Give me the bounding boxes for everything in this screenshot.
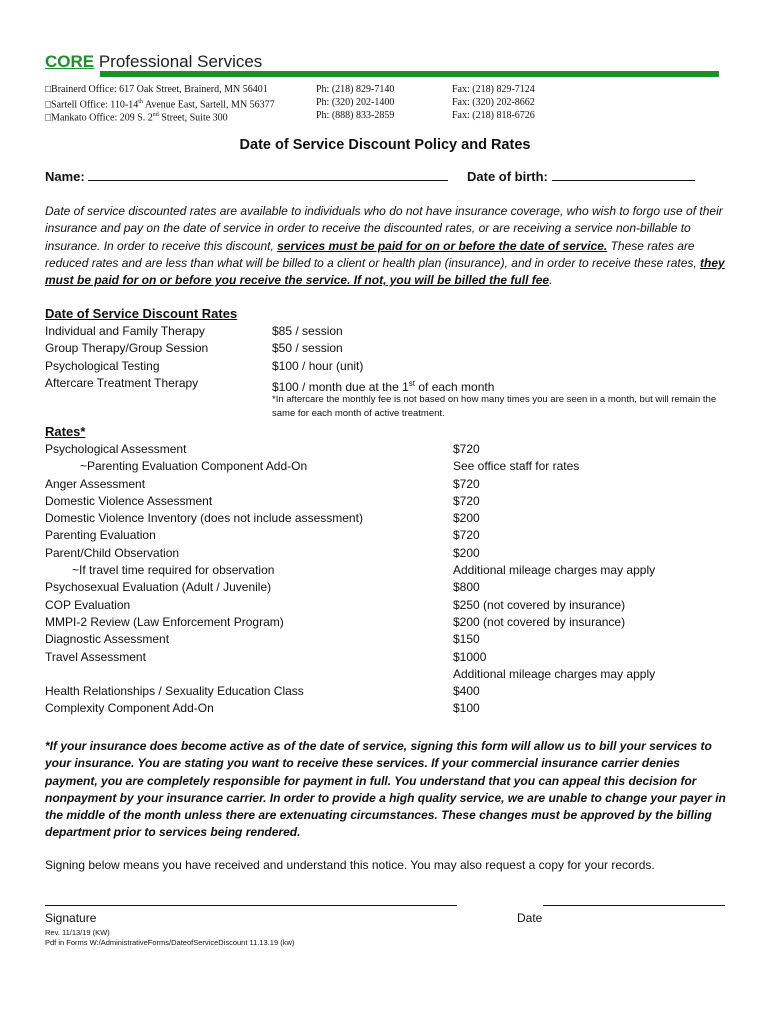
discount-heading: Date of Service Discount Rates: [45, 306, 238, 321]
discount-item-label: Individual and Family Therapy: [45, 324, 205, 338]
discount-item-price: $100 / month due at the 1st of each month: [272, 378, 495, 394]
brand-core: CORE: [45, 52, 95, 71]
date-line[interactable]: [543, 905, 725, 906]
name-field: [45, 169, 448, 184]
date-label: Date: [517, 911, 543, 925]
rate-price: Additional mileage charges may apply: [453, 666, 656, 681]
revision-note: Rev. 11/13/19 (KW): [45, 928, 110, 937]
discount-item-price: $50 / session: [272, 341, 343, 356]
rate-price: See office staff for rates: [453, 459, 580, 474]
rate-price: $200: [453, 511, 480, 526]
aftercare-note: *In aftercare the monthly fee is not based on how many times you are seen in a month, but will remain the same for each month of active treatment.: [272, 394, 717, 419]
checkbox-brainerd[interactable]: □: [45, 84, 52, 95]
office-faxes: [452, 83, 535, 122]
rate-price: $720: [453, 476, 480, 491]
insurance-notice: *If your insurance does become active as of the date of service, signing this form will allow us to bill your services to your insurance. You are stating you want to receive these services. If your commercial insurance carrier denies payment, you are completely responsible for payment in full. You understand that you can appeal this decision for nonpayment by your insurance carrier. In order to provide a high quality service, we are unable to change your payer in the middle of the month unless there are extenuating circumstances. These changes must be approved by the billing department prior to services being rendered.: [45, 739, 726, 840]
office-mankato: □Mankato Office: 209 S. 2nd Street, Suite 300: [45, 112, 228, 124]
name-label: Name:: [45, 169, 85, 184]
office-brainerd: □Brainerd Office: 617 Oak Street, Brainerd, MN 56401: [45, 84, 268, 95]
discount-labels: [45, 323, 208, 392]
fax-brainerd: Fax: (218) 829-7124: [452, 84, 535, 95]
rate-label: Domestic Violence Assessment: [45, 493, 213, 508]
rate-price: $200 (not covered by insurance): [453, 614, 626, 629]
rate-price: $720: [453, 493, 480, 508]
discount-item-label: Psychological Testing: [45, 358, 160, 373]
discount-item-price: $100 / hour (unit): [272, 358, 364, 373]
rate-price: $400: [453, 684, 480, 699]
rate-price: $150: [453, 632, 480, 647]
rate-label: Psychosexual Evaluation (Adult / Juvenile): [45, 580, 272, 595]
rate-label: Psychological Assessment: [45, 442, 187, 456]
rate-price: $720: [453, 528, 480, 543]
rate-label: Parent/Child Observation: [45, 545, 180, 560]
rate-price: $800: [453, 580, 480, 595]
rate-label: Parenting Evaluation: [45, 528, 156, 543]
office-sartell: □Sartell Office: 110-14th Avenue East, Sartell, MN 56377: [45, 99, 275, 111]
page-title: Date of Service Discount Policy and Rates: [239, 137, 531, 153]
rate-price: Additional mileage charges may apply: [453, 563, 656, 578]
dob-label: Date of birth:: [467, 169, 548, 184]
rate-label: ~If travel time required for observation: [72, 563, 275, 578]
dob-field: [467, 169, 695, 184]
rates-heading: Rates*: [45, 424, 86, 439]
rate-price: $1000: [453, 649, 487, 664]
checkbox-sartell[interactable]: □: [45, 99, 52, 111]
office-phones: [316, 83, 394, 122]
rate-label: Anger Assessment: [45, 476, 146, 491]
phone-brainerd: Ph: (218) 829-7140: [316, 84, 395, 95]
rate-price: $250 (not covered by insurance): [453, 597, 626, 612]
file-path-note: Pdf in Forms W:/AdministrativeForms/DateofServiceDiscount 11.13.19 (kw): [45, 938, 295, 947]
dob-input-line[interactable]: [552, 179, 695, 181]
brand-name: Professional Services: [94, 52, 263, 71]
discount-prices: [272, 323, 494, 396]
intro-underline-1: services must be paid for on or before the date of service.: [277, 238, 608, 253]
signing-text: Signing below means you have received and understand this notice. You may also request a copy for your records.: [45, 858, 655, 872]
discount-item-price: $85 / session: [272, 324, 343, 338]
rate-label: Complexity Component Add-On: [45, 701, 214, 716]
office-addresses: [45, 83, 275, 122]
intro-underline-2: they must be paid for on or before you receive the service. If not, you will be billed the full fee: [45, 255, 725, 288]
intro-paragraph: Date of service discounted rates are available to individuals who do not have insurance coverage, who wish to forgo use of their insurance and pay on the date of service in order to receive the discounted rates, or are receiving a service non-billable to insurance. In order to receive this discount, services must be paid for on or before the date of service. These rates are reduced rates and are less than what will be billed to a client or health plan (insurance), and in order to receive these rates, they must be paid for on or before you receive the service. If not, you will be billed the full fee.: [45, 204, 725, 288]
signature-line[interactable]: [45, 905, 457, 906]
rate-price: $720: [453, 442, 480, 456]
discount-item-label: Aftercare Treatment Therapy: [45, 375, 199, 390]
rate-label: [45, 666, 363, 683]
rate-label: COP Evaluation: [45, 597, 131, 612]
name-input-line[interactable]: [88, 179, 448, 181]
rate-price: $200: [453, 545, 480, 560]
phone-mankato: Ph: (888) 833-2859: [316, 110, 395, 121]
header-green-bar: [100, 71, 719, 77]
rate-label: Domestic Violence Inventory (does not include assessment): [45, 511, 363, 526]
rate-price: $100: [453, 701, 480, 716]
rates-labels: [45, 441, 363, 718]
fax-sartell: Fax: (320) 202-8662: [452, 97, 535, 108]
rate-label: Travel Assessment: [45, 649, 146, 664]
discount-item-label: Group Therapy/Group Session: [45, 341, 209, 356]
rates-prices: [453, 441, 655, 718]
signature-label: Signature: [45, 911, 97, 925]
phone-sartell: Ph: (320) 202-1400: [316, 97, 395, 108]
rate-label: ~Parenting Evaluation Component Add-On: [80, 459, 308, 474]
company-logo: [45, 52, 262, 72]
fax-mankato: Fax: (218) 818-6726: [452, 110, 535, 121]
rate-label: Diagnostic Assessment: [45, 632, 170, 647]
rate-label: MMPI-2 Review (Law Enforcement Program): [45, 614, 284, 629]
checkbox-mankato[interactable]: □: [45, 112, 52, 124]
rate-label: Health Relationships / Sexuality Education Class: [45, 684, 304, 699]
